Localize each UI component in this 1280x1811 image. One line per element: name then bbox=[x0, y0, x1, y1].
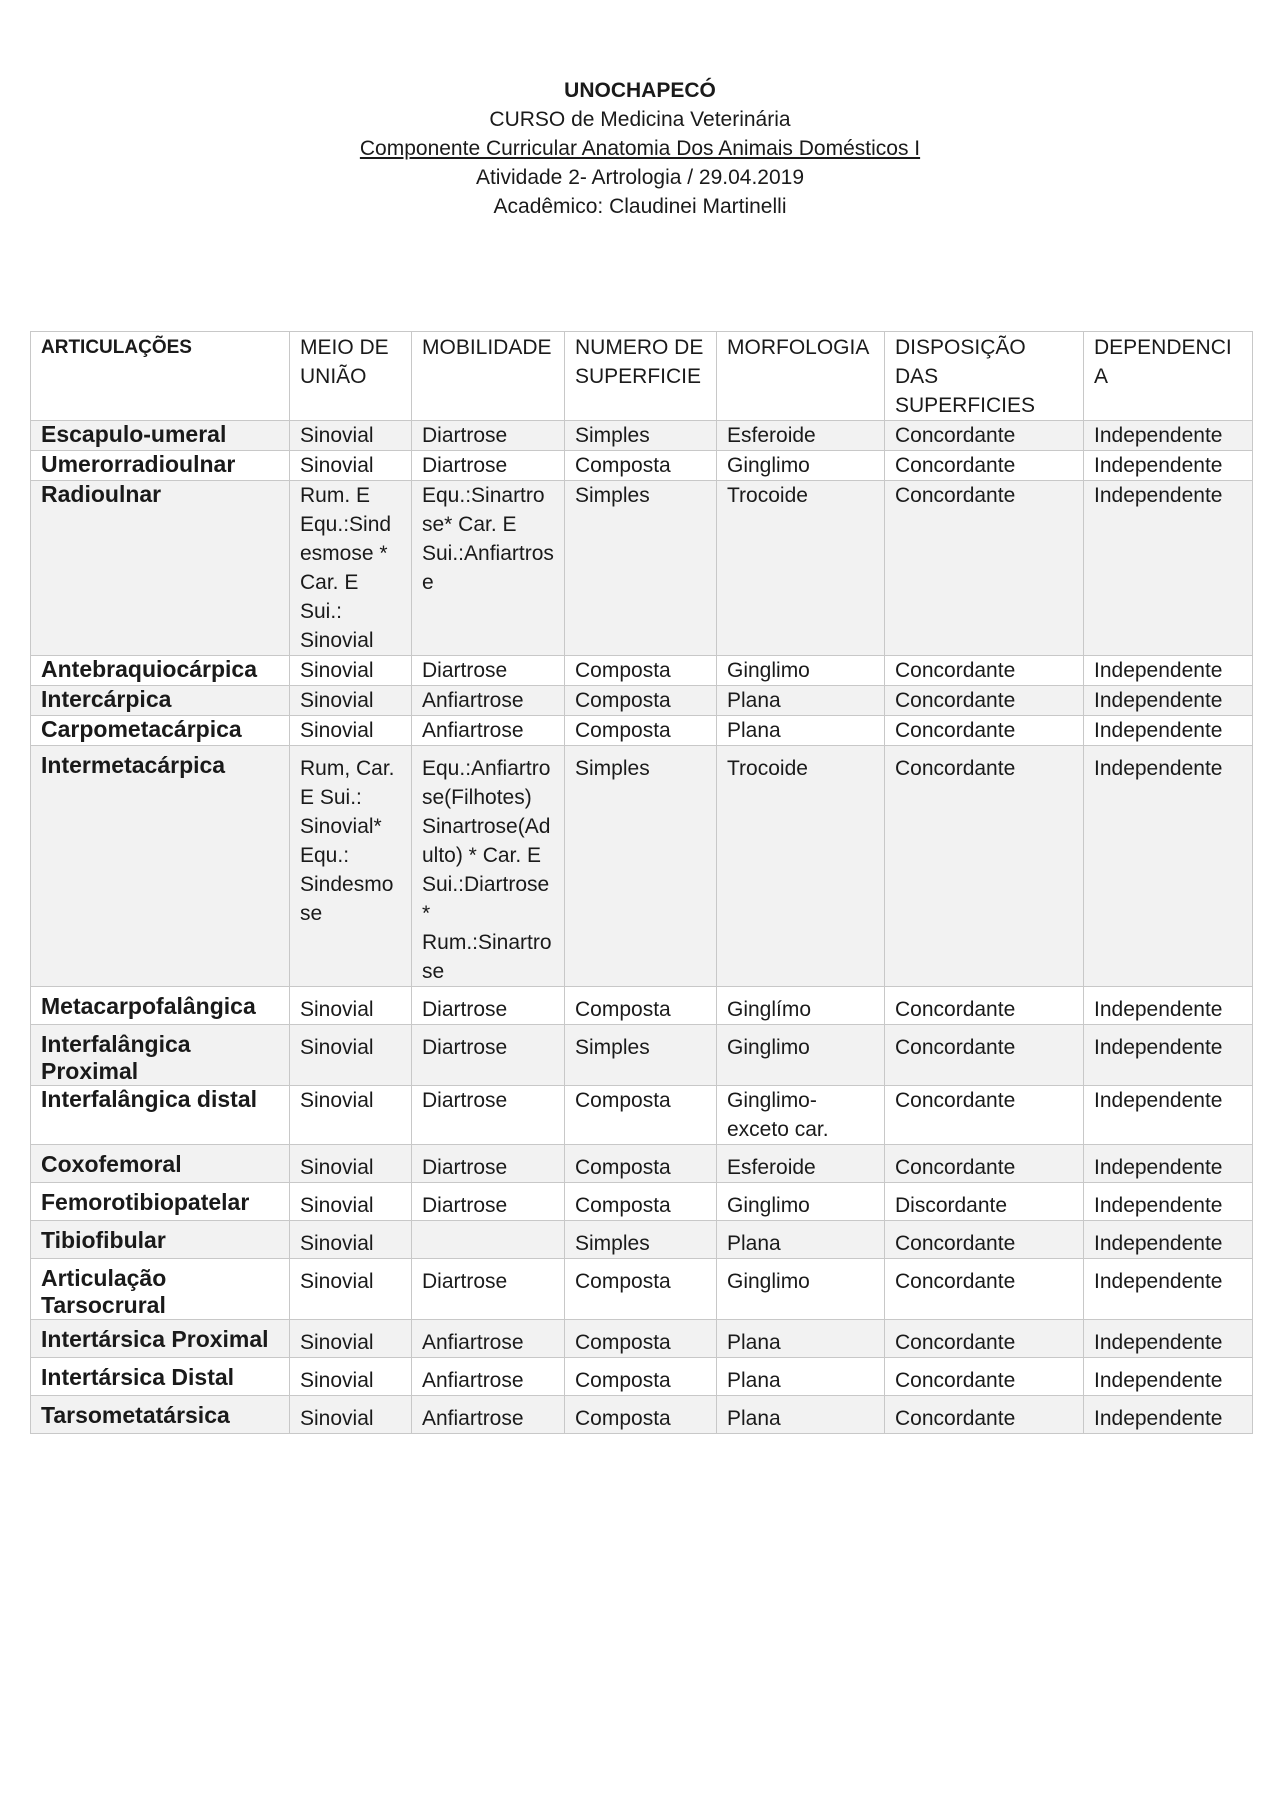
table-cell: Ginglimo bbox=[717, 656, 885, 686]
table-cell: Plana bbox=[717, 1396, 885, 1434]
table-cell: Concordante bbox=[885, 451, 1084, 481]
table-row bbox=[31, 1025, 1253, 1086]
joints-table-container bbox=[30, 331, 1252, 1434]
joint-name-cell: Carpometacárpica bbox=[31, 716, 290, 746]
table-row bbox=[31, 1086, 1253, 1145]
table-cell: Anfiartrose bbox=[412, 686, 565, 716]
table-cell: Independente bbox=[1084, 1396, 1253, 1434]
table-cell: Concordante bbox=[885, 686, 1084, 716]
institution-name: UNOCHAPECÓ bbox=[564, 79, 716, 102]
table-cell: Simples bbox=[565, 746, 717, 987]
table-cell: Concordante bbox=[885, 421, 1084, 451]
table-cell: Ginglimo bbox=[717, 1183, 885, 1221]
joint-name-cell: Interfalângica Proximal bbox=[31, 1025, 290, 1086]
joint-name-cell: Interfalângica distal bbox=[31, 1086, 290, 1145]
table-cell: Composta bbox=[565, 1320, 717, 1358]
table-cell: Concordante bbox=[885, 746, 1084, 987]
table-cell: Sinovial bbox=[290, 451, 412, 481]
joint-name-cell: Intermetacárpica bbox=[31, 746, 290, 987]
table-cell: Concordante bbox=[885, 716, 1084, 746]
table-cell: Simples bbox=[565, 1025, 717, 1086]
table-row bbox=[31, 686, 1253, 716]
table-cell: Sinovial bbox=[290, 1396, 412, 1434]
table-cell: Concordante bbox=[885, 987, 1084, 1025]
table-cell: Plana bbox=[717, 1358, 885, 1396]
joint-name-cell: Femorotibiopatelar bbox=[31, 1183, 290, 1221]
joint-name-cell: Tarsometatársica bbox=[31, 1396, 290, 1434]
table-cell: Anfiartrose bbox=[412, 1396, 565, 1434]
table-row bbox=[31, 1396, 1253, 1434]
column-header: ARTICULAÇÕES bbox=[31, 332, 290, 421]
table-cell: Composta bbox=[565, 987, 717, 1025]
table-cell: Composta bbox=[565, 451, 717, 481]
table-cell: Composta bbox=[565, 1396, 717, 1434]
table-cell: Sinovial bbox=[290, 1145, 412, 1183]
joint-name-cell: Antebraquiocárpica bbox=[31, 656, 290, 686]
table-cell: Independente bbox=[1084, 987, 1253, 1025]
table-cell: Diartrose bbox=[412, 1259, 565, 1320]
table-cell: Ginglimo- exceto car. bbox=[717, 1086, 885, 1145]
table-cell: Ginglimo bbox=[717, 451, 885, 481]
table-cell: Ginglimo bbox=[717, 1025, 885, 1086]
table-row bbox=[31, 716, 1253, 746]
table-cell: Simples bbox=[565, 421, 717, 451]
table-cell: Sinovial bbox=[290, 1320, 412, 1358]
column-header: MOBILIDADE bbox=[412, 332, 565, 421]
student-name: Acadêmico: Claudinei Martinelli bbox=[493, 195, 787, 218]
joint-name-cell: Umerorradioulnar bbox=[31, 451, 290, 481]
table-cell: Concordante bbox=[885, 1145, 1084, 1183]
table-cell: Composta bbox=[565, 1183, 717, 1221]
table-cell: Independente bbox=[1084, 1358, 1253, 1396]
joint-name-cell: Articulação Tarsocrural bbox=[31, 1259, 290, 1320]
table-cell: Equ.:Sinartrose* Car. E Sui.:Anfiartrose bbox=[412, 481, 565, 656]
table-cell: Equ.:Anfiartrose(Filhotes) Sinartrose(Adulto) * Car. E Sui.:Diartrose * Rum.:Sinartrose bbox=[412, 746, 565, 987]
table-cell: Sinovial bbox=[290, 1086, 412, 1145]
table-header-row bbox=[31, 332, 1253, 421]
table-cell: Independente bbox=[1084, 1221, 1253, 1259]
table-cell: Concordante bbox=[885, 1396, 1084, 1434]
table-cell: Composta bbox=[565, 1259, 717, 1320]
table-cell: Ginglimo bbox=[717, 1259, 885, 1320]
table-cell: Composta bbox=[565, 686, 717, 716]
table-cell: Independente bbox=[1084, 686, 1253, 716]
document-header bbox=[0, 76, 1280, 221]
table-cell: Composta bbox=[565, 1358, 717, 1396]
table-cell: Diartrose bbox=[412, 1145, 565, 1183]
table-cell: Sinovial bbox=[290, 421, 412, 451]
table-cell: Independente bbox=[1084, 656, 1253, 686]
table-cell: Diartrose bbox=[412, 1183, 565, 1221]
table-cell: Composta bbox=[565, 716, 717, 746]
table-row bbox=[31, 1358, 1253, 1396]
course-name: CURSO de Medicina Veterinária bbox=[489, 108, 791, 131]
table-cell bbox=[412, 1221, 565, 1259]
table-cell: Esferoide bbox=[717, 421, 885, 451]
table-cell: Diartrose bbox=[412, 1086, 565, 1145]
table-cell: Anfiartrose bbox=[412, 1320, 565, 1358]
table-cell: Rum. E Equ.:Sindesmose * Car. E Sui.: Sinovial bbox=[290, 481, 412, 656]
column-header: DISPOSIÇÃO DAS SUPERFICIES bbox=[885, 332, 1084, 421]
table-cell: Independente bbox=[1084, 451, 1253, 481]
table-cell: Sinovial bbox=[290, 1358, 412, 1396]
table-cell: Anfiartrose bbox=[412, 1358, 565, 1396]
table-row bbox=[31, 1259, 1253, 1320]
table-cell: Simples bbox=[565, 481, 717, 656]
curricular-component: Componente Curricular Anatomia Dos Animais Domésticos I bbox=[359, 137, 921, 160]
table-cell: Plana bbox=[717, 716, 885, 746]
table-cell: Concordante bbox=[885, 1086, 1084, 1145]
table-cell: Ginglímo bbox=[717, 987, 885, 1025]
table-cell: Sinovial bbox=[290, 1221, 412, 1259]
table-cell: Concordante bbox=[885, 656, 1084, 686]
table-cell: Independente bbox=[1084, 1183, 1253, 1221]
joint-name-cell: Intertársica Distal bbox=[31, 1358, 290, 1396]
table-cell: Sinovial bbox=[290, 656, 412, 686]
table-cell: Sinovial bbox=[290, 1025, 412, 1086]
table-cell: Trocoide bbox=[717, 746, 885, 987]
joint-name-cell: Intercárpica bbox=[31, 686, 290, 716]
joint-name-cell: Metacarpofalângica bbox=[31, 987, 290, 1025]
table-cell: Rum, Car. E Sui.: Sinovial* Equ.: Sindesmose bbox=[290, 746, 412, 987]
table-cell: Sinovial bbox=[290, 987, 412, 1025]
table-cell: Sinovial bbox=[290, 686, 412, 716]
table-cell: Composta bbox=[565, 1145, 717, 1183]
table-cell: Concordante bbox=[885, 1025, 1084, 1086]
joints-table bbox=[30, 331, 1253, 1434]
table-row bbox=[31, 421, 1253, 451]
column-header: NUMERO DE SUPERFICIE bbox=[565, 332, 717, 421]
table-row bbox=[31, 1145, 1253, 1183]
column-header: DEPENDENCIA bbox=[1084, 332, 1253, 421]
table-cell: Composta bbox=[565, 656, 717, 686]
column-header: MEIO DE UNIÃO bbox=[290, 332, 412, 421]
table-cell: Concordante bbox=[885, 481, 1084, 656]
table-row bbox=[31, 451, 1253, 481]
table-cell: Plana bbox=[717, 1320, 885, 1358]
table-cell: Sinovial bbox=[290, 1183, 412, 1221]
table-cell: Diartrose bbox=[412, 987, 565, 1025]
table-cell: Diartrose bbox=[412, 451, 565, 481]
joint-name-cell: Escapulo-umeral bbox=[31, 421, 290, 451]
table-cell: Independente bbox=[1084, 746, 1253, 987]
column-header: MORFOLOGIA bbox=[717, 332, 885, 421]
table-cell: Concordante bbox=[885, 1221, 1084, 1259]
table-cell: Independente bbox=[1084, 1145, 1253, 1183]
table-cell: Diartrose bbox=[412, 1025, 565, 1086]
joint-name-cell: Tibiofibular bbox=[31, 1221, 290, 1259]
table-cell: Independente bbox=[1084, 1259, 1253, 1320]
table-cell: Sinovial bbox=[290, 716, 412, 746]
table-cell: Concordante bbox=[885, 1259, 1084, 1320]
joint-name-cell: Coxofemoral bbox=[31, 1145, 290, 1183]
table-cell: Composta bbox=[565, 1086, 717, 1145]
activity-title: Atividade 2- Artrologia / 29.04.2019 bbox=[475, 166, 805, 189]
table-row bbox=[31, 1221, 1253, 1259]
table-cell: Concordante bbox=[885, 1320, 1084, 1358]
table-row bbox=[31, 1320, 1253, 1358]
table-cell: Simples bbox=[565, 1221, 717, 1259]
table-cell: Independente bbox=[1084, 1025, 1253, 1086]
table-cell: Diartrose bbox=[412, 656, 565, 686]
table-cell: Sinovial bbox=[290, 1259, 412, 1320]
table-cell: Independente bbox=[1084, 421, 1253, 451]
joint-name-cell: Intertársica Proximal bbox=[31, 1320, 290, 1358]
table-cell: Independente bbox=[1084, 481, 1253, 656]
table-cell: Plana bbox=[717, 686, 885, 716]
table-cell: Esferoide bbox=[717, 1145, 885, 1183]
table-cell: Independente bbox=[1084, 716, 1253, 746]
table-cell: Discordante bbox=[885, 1183, 1084, 1221]
table-cell: Trocoide bbox=[717, 481, 885, 656]
table-row bbox=[31, 746, 1253, 987]
table-row bbox=[31, 656, 1253, 686]
table-cell: Plana bbox=[717, 1221, 885, 1259]
table-cell: Concordante bbox=[885, 1358, 1084, 1396]
table-cell: Anfiartrose bbox=[412, 716, 565, 746]
table-cell: Diartrose bbox=[412, 421, 565, 451]
table-row bbox=[31, 481, 1253, 656]
joint-name-cell: Radioulnar bbox=[31, 481, 290, 656]
table-row bbox=[31, 1183, 1253, 1221]
table-cell: Independente bbox=[1084, 1086, 1253, 1145]
table-row bbox=[31, 987, 1253, 1025]
table-cell: Independente bbox=[1084, 1320, 1253, 1358]
